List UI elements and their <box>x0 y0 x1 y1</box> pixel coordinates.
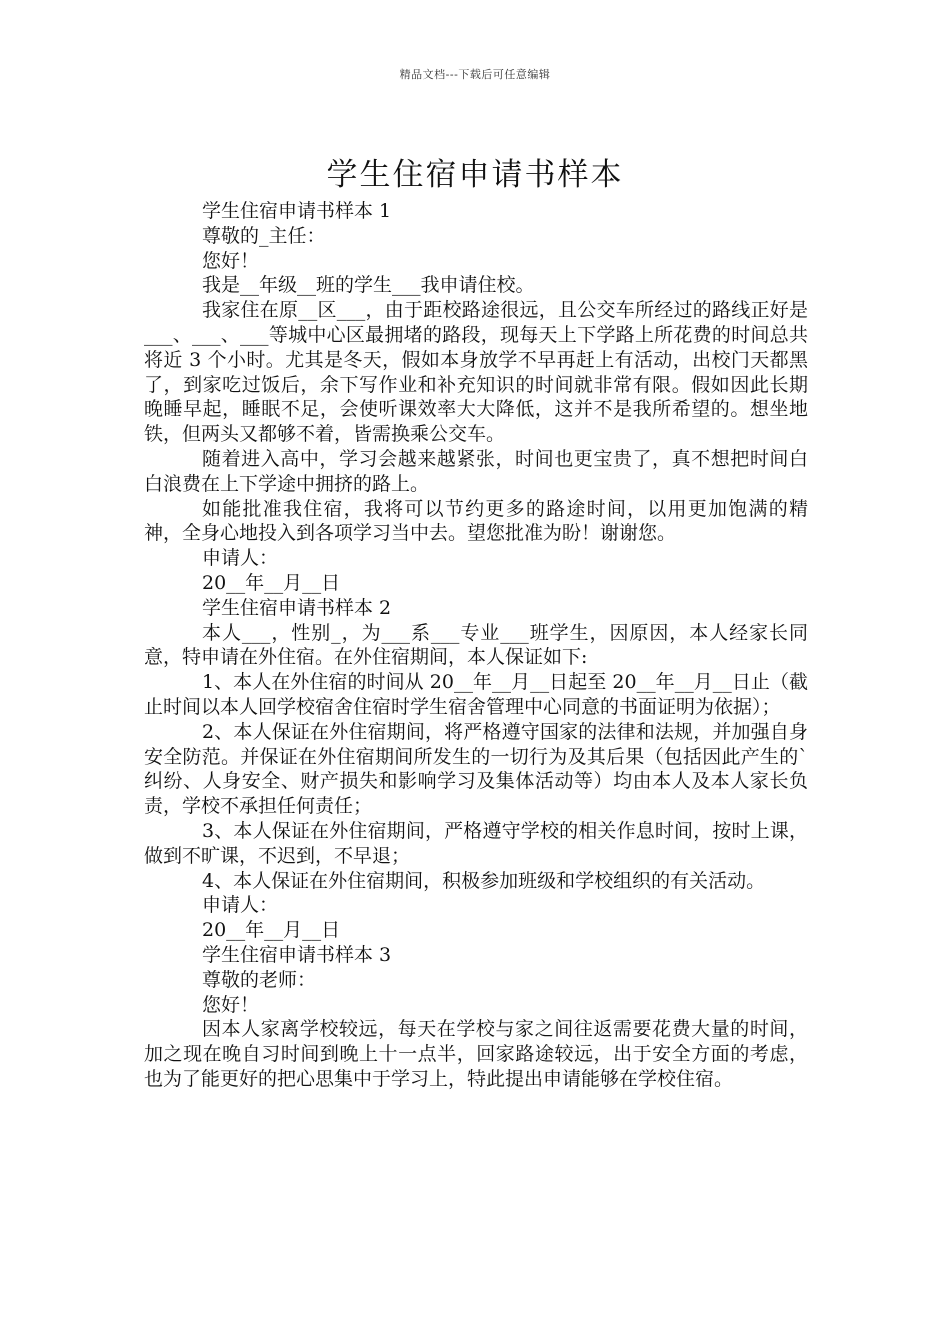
paragraph: 因本人家离学校较远，每天在学校与家之间往返需要花费大量的时间，加之现在晚自习时间到晚上十一点半，回家路途较远，出于安全方面的考虑，也为了能更好的把心思集中于学习上，特此提出申请能够在学校住宿。 <box>144 1018 808 1090</box>
numbered-clause: 3、本人保证在外住宿期间，严格遵守学校的相关作息时间，按时上课，做到不旷课，不迟到，不早退； <box>144 819 808 867</box>
date-line: 20__年__月__日 <box>202 571 341 594</box>
date-line: 20__年__月__日 <box>202 919 341 942</box>
paragraph: 本人___，性别_，为___系___专业___班学生，因原因，本人经家长同意，特申请在外住宿。在外住宿期间，本人保证如下: <box>144 621 808 669</box>
section-heading-2: 学生住宿申请书样本 2 <box>202 596 392 619</box>
section-heading-1: 学生住宿申请书样本 1 <box>202 200 392 222</box>
salutation: 尊敬的老师： <box>202 968 317 991</box>
greeting: 您好！ <box>202 249 260 272</box>
paragraph: 如能批准我住宿，我将可以节约更多的路途时间，以用更加饱满的精神，全身心地投入到各项学习当中去。望您批准为盼！谢谢您。 <box>144 497 808 545</box>
greeting: 您好！ <box>202 993 260 1016</box>
numbered-clause: 1、本人在外住宿的时间从 20__年__月__日起至 20__年__月__日止（截止时间以本人回学校宿舍住宿时学生宿舍管理中心同意的书面证明为依据）； <box>144 671 808 718</box>
applicant-line: 申请人： <box>202 547 279 570</box>
numbered-clause: 4、本人保证在外住宿期间，积极参加班级和学校组织的有关活动。 <box>202 869 766 892</box>
salutation: 尊敬的_主任： <box>202 224 326 247</box>
intro-line: 我是__年级__班的学生___我申请住校。 <box>202 274 535 297</box>
numbered-clause: 2、本人保证在外住宿期间，将严格遵守国家的法律和法规，并加强自身安全防范。并保证在外住宿期间所发生的一切行为及其后果（包括因此产生的`纠纷、人身安全、财产损失和影响学习及集体活动等）均由本人及本人家长负责，学校不承担任何责任； <box>144 720 808 818</box>
document-title: 学生住宿申请书样本 <box>326 156 624 193</box>
applicant-line: 申请人： <box>202 894 279 917</box>
document-body <box>144 199 808 1092</box>
paragraph: 我家住在原__区___，由于距校路途很远，且公交车所经过的路线正好是___、___、___等城中心区最拥堵的路段，现每天上下学路上所花费的时间总共将近 3 个小时。尤其是冬天，假如本身放学不早再赶上有活动，出校门天都黑了，到家吃过饭后，余下写作业和补充知识的时间就非常有限。假如因此长期晚睡早起，睡眠不足，会使听课效率大大降低，这并不是我所希望的。想坐地铁，但两头又都够不着，皆需换乘公交车。 <box>144 299 808 446</box>
paragraph: 随着进入高中，学习会越来越紧张，时间也更宝贵了，真不想把时间白白浪费在上下学途中拥挤的路上。 <box>144 447 808 495</box>
section-heading-3: 学生住宿申请书样本 3 <box>202 943 392 966</box>
header-note: 精品文档---下载后可任意编辑 <box>399 68 551 81</box>
